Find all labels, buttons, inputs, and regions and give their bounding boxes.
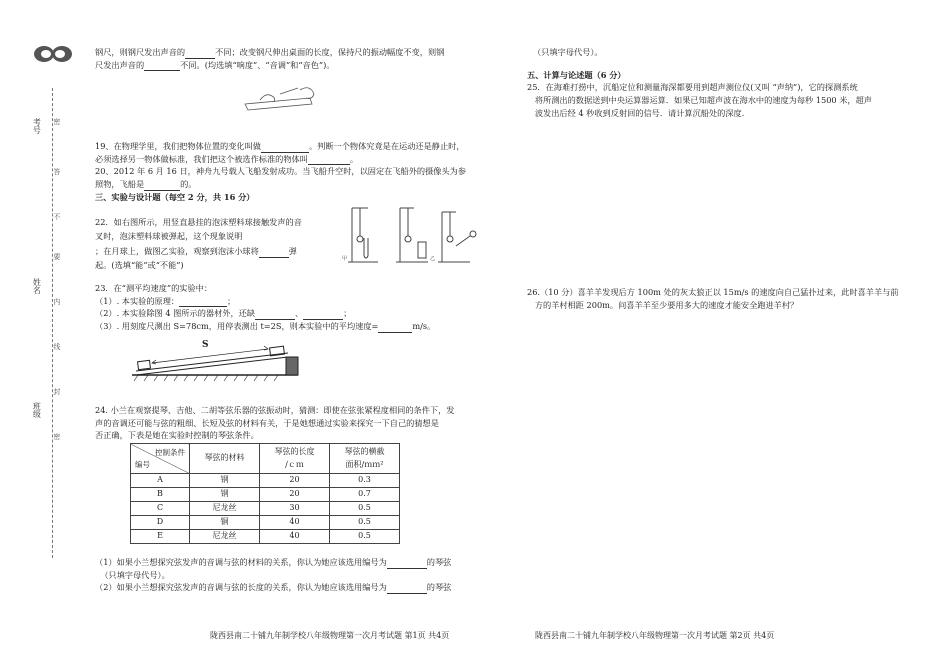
binding-dash-char: 封 bbox=[52, 388, 61, 397]
inclined-ramp-figure bbox=[128, 333, 300, 385]
page-footer-right: 陇西县南二十铺九年制学校八年级物理第一次月考试题 第2页 共4页 bbox=[535, 631, 775, 640]
table-header-length: 琴弦的长度 /ｃｍ bbox=[260, 444, 330, 474]
left-column bbox=[95, 46, 495, 71]
exam-number-label: 考号 bbox=[32, 118, 42, 134]
school-logo-icon bbox=[32, 44, 76, 64]
binding-dash-char: 线 bbox=[52, 343, 61, 352]
section-3-heading: 三、实验与设计题（每空 2 分，共 16 分） bbox=[95, 191, 255, 202]
table-corner-cell: 控制条件 编号 bbox=[131, 444, 190, 474]
answer-blank[interactable] bbox=[185, 49, 215, 59]
answer-blank[interactable] bbox=[179, 297, 227, 307]
binding-dash-char: 内 bbox=[52, 298, 61, 307]
table-row: E 尼龙丝 40 0.5 bbox=[131, 530, 400, 544]
binding-dash-char: 密 bbox=[52, 433, 61, 442]
table-row: D 铜 40 0.5 bbox=[131, 516, 400, 530]
binding-line bbox=[52, 88, 67, 558]
binding-dash-char: 不 bbox=[52, 213, 61, 222]
table-row: B 钢 20 0.7 bbox=[131, 488, 400, 502]
page-footer-left: 陇西县南二十铺九年制学校八年级物理第一次月考试题 第1页 共4页 bbox=[210, 631, 450, 640]
answer-blank[interactable] bbox=[259, 248, 289, 258]
q26-text: 26.（10 分）喜羊羊发现后方 100m 处的灰太狼正以 15m/s 的速度向自己猛扑过来，此时喜羊羊与前 方的羊村相距 200m。问喜羊羊至少要用多大的速度才能安全跑进羊村？ bbox=[527, 287, 899, 310]
answer-blank[interactable] bbox=[144, 181, 180, 191]
binding-dash-char: 要 bbox=[52, 253, 61, 262]
figure-label: 乙 bbox=[430, 256, 436, 262]
q24-sub-questions: （1）如果小兰想探究弦发声的音调与弦的材料的关系，你认为她应该选用编号为 的琴弦 （只填字母代号）。 （2）如果小兰想探究弦发声的音调与弦的长度的关系，你认为她应该选用编号为 的琴弦 bbox=[95, 557, 452, 593]
table-header-material: 琴弦的材料 bbox=[190, 444, 260, 474]
ramp-distance-label: S bbox=[202, 340, 209, 350]
table-row: A 钢 20 0.3 bbox=[131, 474, 400, 488]
answer-blank[interactable] bbox=[387, 559, 427, 569]
q19-text: 19、在物理学里，我们把物体位置的变化叫做 。判断一个物体究竟是在运动还是静止时， 必须选择另一物体做标准，我们把这个被选作标准的物体叫 。 bbox=[95, 141, 465, 164]
q24-tail-text: （只填字母代号）。 bbox=[533, 47, 603, 57]
answer-blank[interactable] bbox=[387, 584, 427, 594]
binding-dash-char: 密 bbox=[52, 118, 61, 127]
name-label: 姓名 bbox=[32, 278, 42, 294]
answer-blank[interactable] bbox=[308, 155, 350, 165]
answer-blank[interactable] bbox=[378, 323, 412, 333]
tuning-fork-figure bbox=[338, 202, 488, 268]
figure-label: 甲 bbox=[342, 256, 348, 262]
q25-text: 25．在海难打捞中，沉船定位和测量海深都要用到超声测位仪(又叫 “声纳”)，它的探测系统 将所测出的数据送到中央运算器运算．如果已知超声波在海水中的速度为每秒 1500 米，超声 波发出后经 4 秒收到反射回的信号．请计算沉船处的深度． bbox=[527, 82, 872, 118]
q18-text: 钢尺，则钢尺发出声音的 不同；改变钢尺伸出桌面的长度，保持尺的振动幅度不变，则钢 尺发出声音的 不同。(均选填“响度”、“音调”和“音色”)。 bbox=[95, 47, 445, 70]
string-conditions-table bbox=[130, 443, 400, 544]
answer-blank[interactable] bbox=[303, 310, 343, 320]
class-label: 班级 bbox=[32, 402, 42, 418]
ruler-hand-figure bbox=[240, 84, 330, 114]
q24-text: 24. 小兰在观察提琴、吉他、二胡等弦乐器的弦振动时，猜测：即使在弦张紧程度相同的条件下，发 声的音调还可能与弦的粗细、长短及弦的材料有关，于是她想通过实验来探究一下自己的猜想是 否正确，下表是她在实验时控制的琴弦条件。 bbox=[95, 405, 455, 441]
table-header-area: 琴弦的横截 面积/ｍｍ² bbox=[330, 444, 400, 474]
answer-blank[interactable] bbox=[261, 143, 309, 153]
q23-text: 23．在“测平均速度”的实验中： （1）. 本实验的原理： ； （2）. 本实验除图 4 图所示的器材外，还缺 、 ； （3）. 用刻度尺测出 S=78cm，用停表测出 t=2S，则本实验中的平均速度= m/s。 bbox=[95, 283, 436, 332]
q22-text: 22．如右图所示，用竖直悬挂的泡沫塑料球接触发声的音 叉时，泡沫塑料球被弹起，这个现象说明 ；在月球上，做图乙实验，观察到泡沫小球将 弹 起。(选填“能”或“不能”) bbox=[95, 217, 302, 271]
answer-blank[interactable] bbox=[255, 310, 295, 320]
table-row: C 尼龙丝 30 0.5 bbox=[131, 502, 400, 516]
right-column bbox=[527, 46, 897, 120]
section-5-heading: 五、计算与论述题（6 分） bbox=[527, 69, 626, 80]
q20-text: 20、2012 年 6 月 16 日，神舟九号载人飞船发射成功。当飞船升空时，以固定在飞船外的摄像头为参 照物，飞船是 的。 bbox=[95, 166, 467, 190]
binding-dash-char: 答 bbox=[52, 168, 61, 177]
answer-blank[interactable] bbox=[144, 61, 180, 71]
